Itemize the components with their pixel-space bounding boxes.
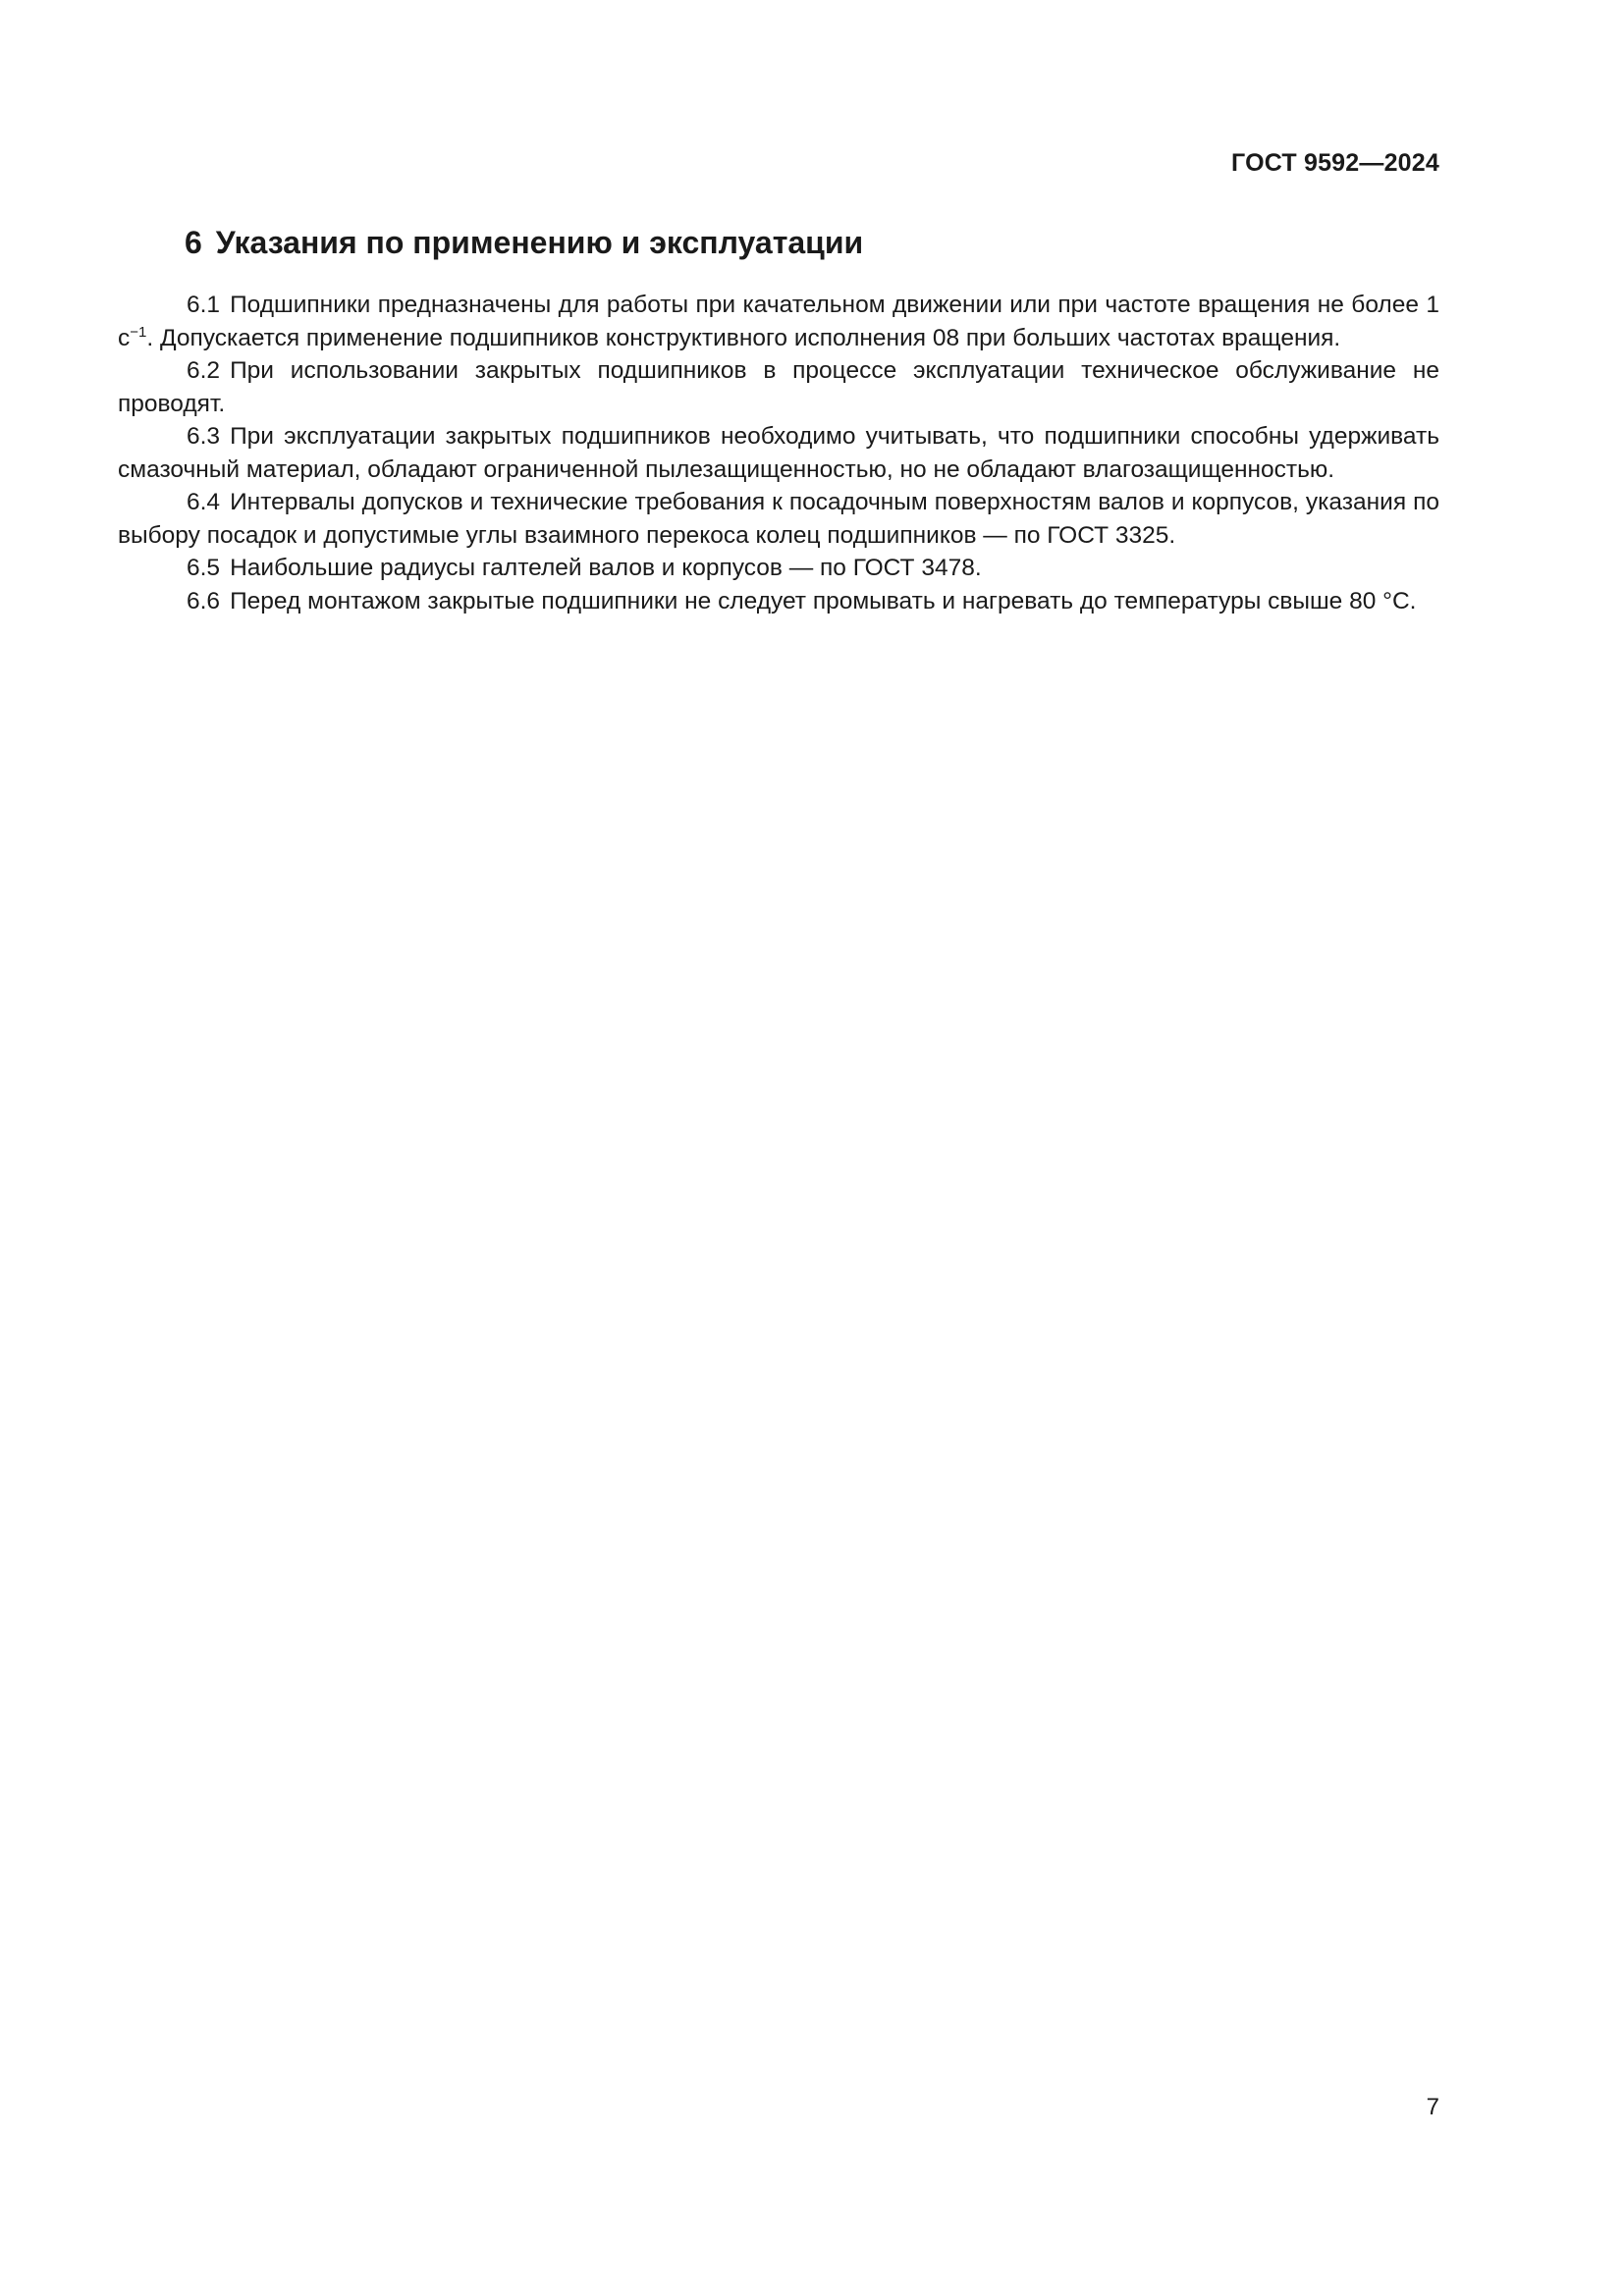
clause-text: Подшипники предназначены для работы при качательном движении или при частоте вращения не более 1 с <box>118 292 1439 351</box>
clause-number: 6.4 <box>187 489 221 515</box>
clause-superscript: −1 <box>130 323 147 341</box>
clause-6-5 <box>118 552 1439 585</box>
clause-6-1 <box>118 289 1439 354</box>
page-number: 7 <box>1426 2094 1439 2120</box>
clause-text: Наибольшие радиусы галтелей валов и корпусов — по ГОСТ 3478. <box>230 555 982 581</box>
section-heading <box>185 225 863 261</box>
clause-6-3 <box>118 420 1439 486</box>
clause-text: При эксплуатации закрытых подшипников необходимо учитывать, что подшипники способны удерживать смазочный материал, обладают ограниченной пылезащищенностью, но не обладают влагозащищенностью. <box>118 423 1439 483</box>
document-code: ГОСТ 9592—2024 <box>1231 149 1439 177</box>
clause-6-2 <box>118 354 1439 420</box>
section-number: 6 <box>185 225 202 260</box>
clause-number: 6.3 <box>187 423 221 450</box>
clause-text: Перед монтажом закрытые подшипники не следует промывать и нагревать до температуры свыше 80 °С. <box>230 587 1417 614</box>
clause-number: 6.5 <box>187 555 221 581</box>
clause-6-6 <box>118 585 1439 618</box>
clause-number: 6.6 <box>187 587 221 614</box>
section-title: Указания по применению и эксплуатации <box>215 225 864 260</box>
clause-text: Интервалы допусков и технические требования к посадочным поверхностям валов и корпусов, указания по выбору посадок и допустимые углы взаимного перекоса колец подшипников — по ГОСТ 3325. <box>118 489 1439 549</box>
clause-text: При использовании закрытых подшипников в процессе эксплуатации техническое обслуживание не проводят. <box>118 357 1439 417</box>
clause-number: 6.1 <box>187 292 221 318</box>
clause-6-4 <box>118 486 1439 552</box>
clause-text-continued: . Допускается применение подшипников конструктивного исполнения 08 при больших частотах вращения. <box>146 324 1341 351</box>
section-body <box>118 289 1439 617</box>
clause-number: 6.2 <box>187 357 221 384</box>
